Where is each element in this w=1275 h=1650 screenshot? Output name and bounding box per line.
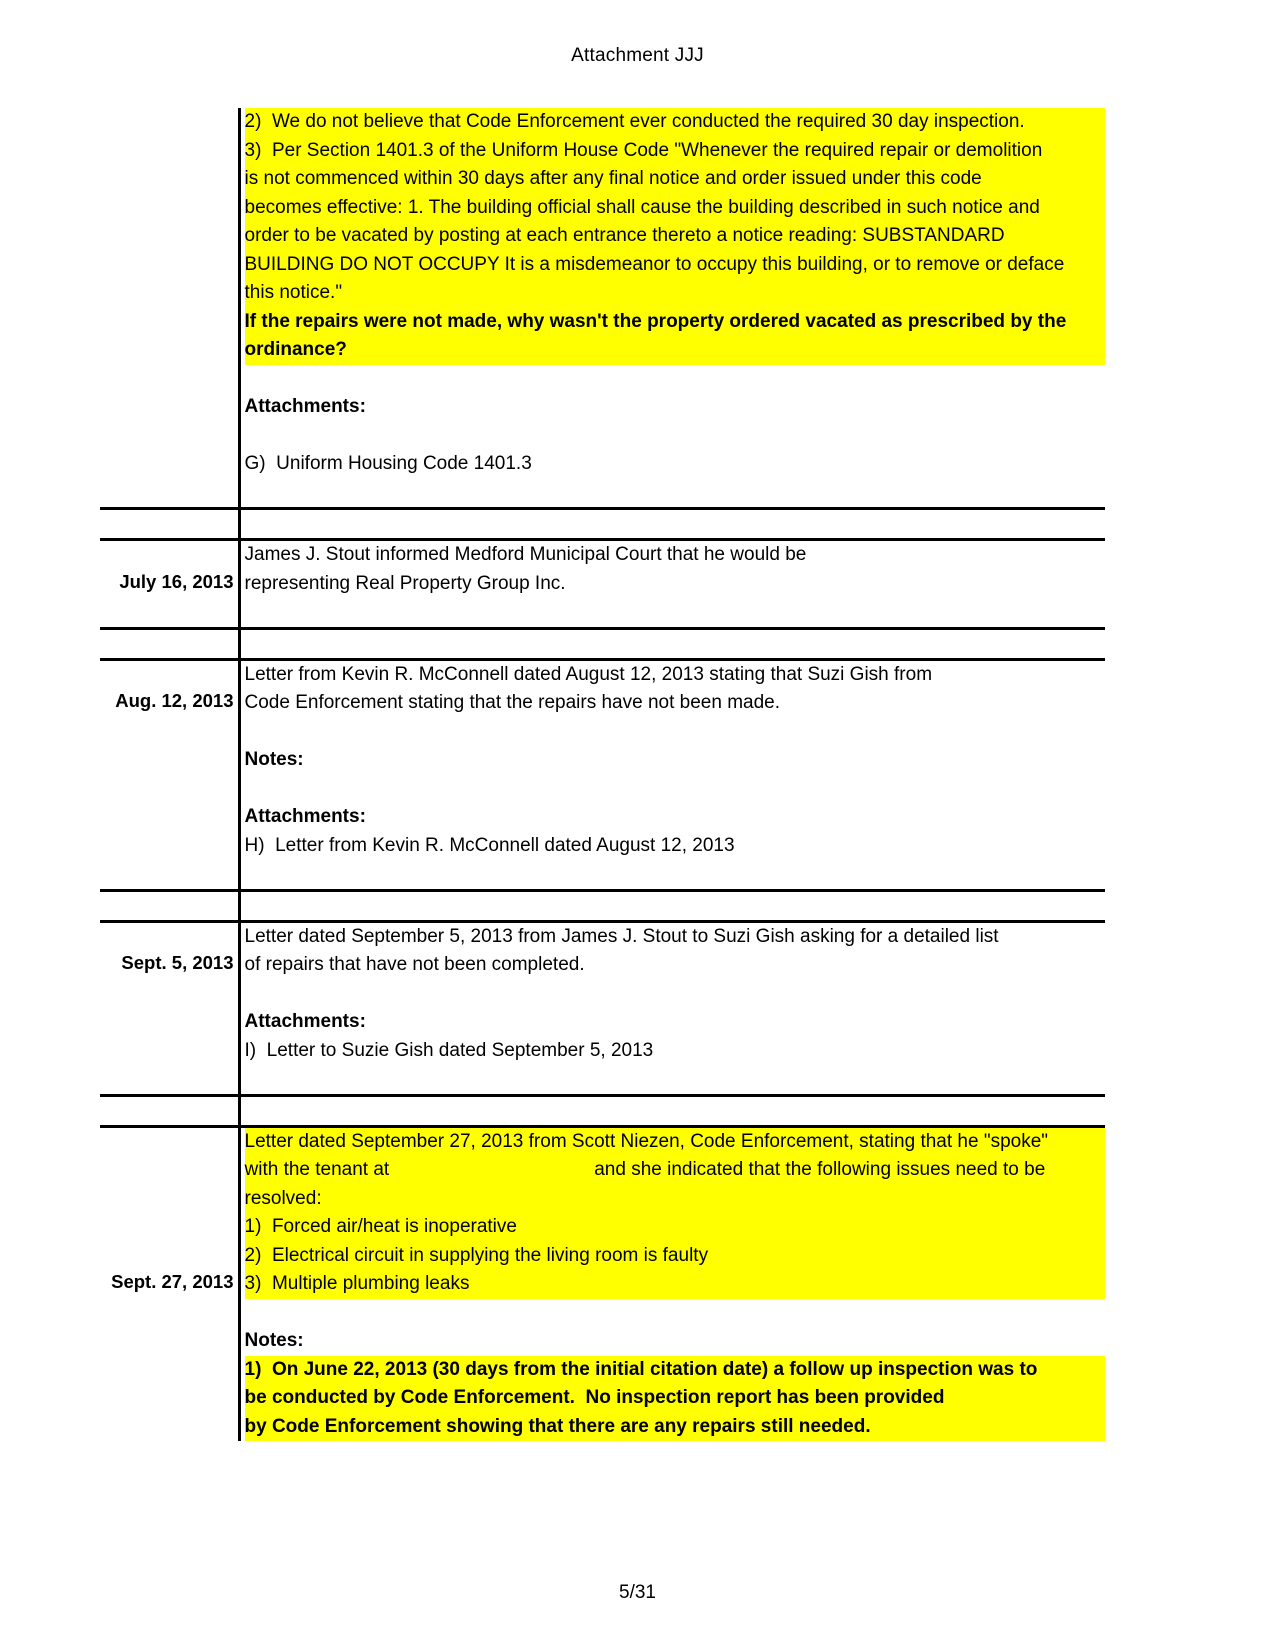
timeline-separator-row: [100, 628, 1105, 659]
page-footer: [0, 1582, 1275, 1604]
text-line: Attachments:: [244, 806, 366, 827]
text-line: 1) On June 22, 2013 (30 days from the initial citation date) a follow up inspection was to: [245, 1356, 1106, 1385]
separator-body-cell: [239, 628, 1105, 659]
timeline-entry: [245, 1128, 1106, 1442]
text-line: H) Letter from Kevin R. McConnell dated August 12, 2013: [244, 834, 735, 856]
timeline-body-cell: [239, 1126, 1105, 1441]
page-header-title: Attachment JJJ: [571, 45, 704, 66]
timeline-table-body: [100, 108, 1105, 1441]
text-line-segment: and she indicated that the following issues need to be: [594, 1159, 1046, 1180]
text-line: Attachments:: [244, 1011, 366, 1032]
text-line: Code Enforcement stating that the repairs have not been made.: [244, 692, 780, 713]
timeline-separator-row: [100, 890, 1105, 921]
separator-date-cell: [100, 628, 239, 659]
timeline-separator-row: [100, 1095, 1105, 1126]
timeline-entry: [245, 923, 1106, 1094]
timeline-entry: [245, 541, 1106, 627]
timeline-date-cell: [100, 540, 239, 629]
timeline-separator-row: [100, 509, 1105, 540]
spacer-line: [245, 860, 1106, 889]
timeline-row: [100, 1126, 1105, 1441]
text-line: Letter dated September 5, 2013 from James J. Stout to Suzi Gish asking for a detailed list: [244, 925, 999, 947]
separator-date-cell: [100, 890, 239, 921]
spacer-line: [245, 980, 1106, 1009]
text-line: ordinance?: [245, 336, 1106, 365]
timeline-date: [115, 690, 233, 712]
text-line: representing Real Property Group Inc.: [244, 572, 566, 594]
text-line: by Code Enforcement showing that there are any repairs still needed.: [245, 1413, 1106, 1442]
text-line: 3) Per Section 1401.3 of the Uniform House Code "Whenever the required repair or demolition: [245, 137, 1106, 166]
text-line: 1) Forced air/heat is inoperative: [245, 1213, 1106, 1242]
timeline-table: [100, 108, 1105, 1441]
spacer-line: [245, 422, 1106, 451]
text-line: 3) Multiple plumbing leaks: [245, 1270, 1106, 1299]
text-line: James J. Stout informed Medford Municipal Court that he would be: [244, 544, 807, 565]
text-line: resolved:: [245, 1185, 1106, 1214]
timeline-row: [100, 540, 1105, 629]
timeline-body-cell: [239, 921, 1105, 1095]
text-line: of repairs that have not been completed.: [244, 954, 585, 975]
spacer-line: [245, 775, 1106, 804]
text-line: If the repairs were not made, why wasn't the property ordered vacated as prescribed by the: [245, 308, 1106, 337]
text-line: BUILDING DO NOT OCCUPY It is a misdemeanor to occupy this building, or to remove or deface: [245, 251, 1106, 280]
timeline-row: [100, 921, 1105, 1095]
text-line-segment: with the tenant at: [244, 1159, 390, 1180]
text-line: becomes effective: 1. The building official shall cause the building described in such notice and: [245, 194, 1106, 223]
spacer-line: [245, 479, 1106, 508]
spacer-line: [245, 365, 1106, 394]
separator-body-cell: [239, 1095, 1105, 1126]
timeline-row: [100, 108, 1105, 509]
spacer-line: [245, 1299, 1106, 1328]
spacer-line: [245, 1065, 1106, 1094]
timeline-entry: [245, 661, 1106, 889]
timeline-date-label: Sept. 27, 2013: [111, 1271, 234, 1292]
text-line: Notes:: [244, 749, 304, 770]
timeline-date-label: Sept. 5, 2013: [121, 952, 234, 973]
text-line: be conducted by Code Enforcement. No inspection report has been provided: [245, 1384, 1106, 1413]
text-line: order to be vacated by posting at each entrance thereto a notice reading: SUBSTANDARD: [245, 222, 1106, 251]
timeline-date: [111, 1271, 233, 1293]
text-line: this notice.": [245, 279, 1106, 308]
timeline-date-cell: [100, 921, 239, 1095]
spacer-line: [245, 718, 1106, 747]
timeline-row: [100, 659, 1105, 890]
text-line: G) Uniform Housing Code 1401.3: [244, 453, 532, 474]
text-line: is not commenced within 30 days after any final notice and order issued under this code: [245, 165, 1106, 194]
text-line: I) Letter to Suzie Gish dated September 5, 2013: [244, 1039, 654, 1061]
text-line: [245, 1156, 1106, 1185]
page-number: 5/31: [619, 1582, 656, 1603]
timeline-date-cell: [100, 1126, 239, 1441]
timeline-date-label: July 16, 2013: [119, 570, 234, 592]
timeline-date: [119, 571, 233, 593]
timeline-entry: [245, 108, 1106, 507]
separator-date-cell: [100, 509, 239, 540]
timeline-date-cell: [100, 108, 239, 509]
timeline-body-cell: [239, 659, 1105, 890]
separator-body-cell: [239, 509, 1105, 540]
timeline-date-label: Aug. 12, 2013: [115, 690, 234, 711]
text-line: Attachments:: [244, 396, 366, 417]
text-line: Letter from Kevin R. McConnell dated August 12, 2013 stating that Suzi Gish from: [244, 663, 933, 685]
text-line: 2) Electrical circuit in supplying the living room is faulty: [245, 1242, 1106, 1271]
timeline-body-cell: [239, 108, 1105, 509]
separator-body-cell: [239, 890, 1105, 921]
timeline-date-cell: [100, 659, 239, 890]
separator-date-cell: [100, 1095, 239, 1126]
text-line: Notes:: [244, 1330, 304, 1351]
timeline-date: [121, 952, 233, 974]
text-line: 2) We do not believe that Code Enforcement ever conducted the required 30 day inspection.: [245, 108, 1106, 137]
timeline-body-cell: [239, 540, 1105, 629]
page-header: [0, 0, 1275, 67]
text-line: Letter dated September 27, 2013 from Scott Niezen, Code Enforcement, stating that he "spoke": [245, 1128, 1106, 1157]
spacer-line: [245, 598, 1106, 627]
